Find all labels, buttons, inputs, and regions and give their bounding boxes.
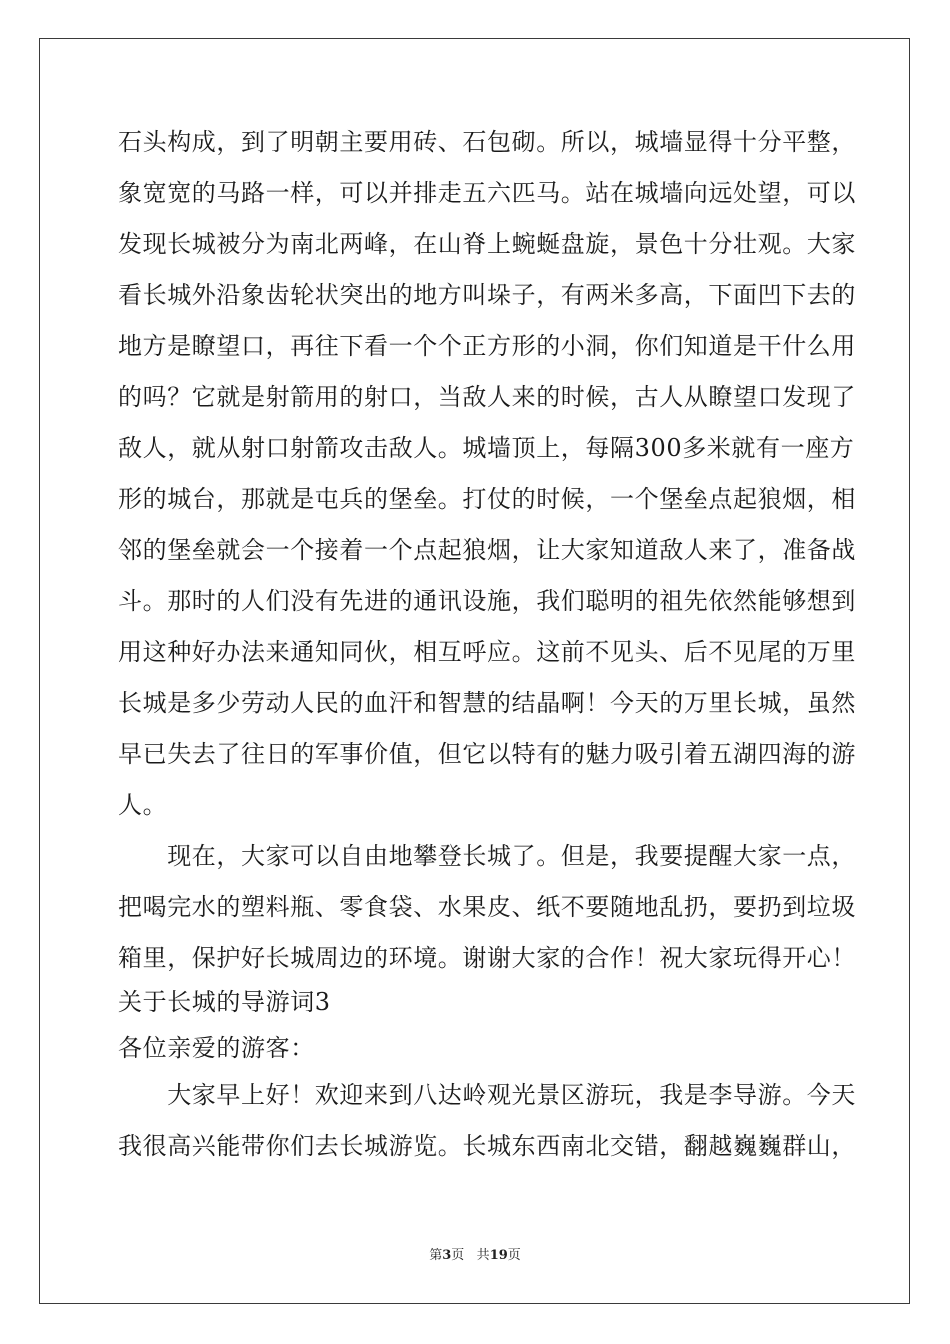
total-prefix: 共: [476, 1248, 490, 1263]
text-line: 发现长城被分为南北两峰，在山脊上蜿蜒盘旋，景色十分壮观。大家: [118, 230, 856, 258]
text-line: 早已失去了往日的军事价值，但它以特有的魅力吸引着五湖四海的游: [118, 740, 856, 768]
text-line: 地方是瞭望口，再往下看一个个正方形的小洞，你们知道是干什么用: [118, 332, 856, 360]
total-page-count: 19: [489, 1248, 508, 1263]
text-line: 敌人，就从射口射箭攻击敌人。城墙顶上，每隔300多米就有一座方: [118, 434, 855, 462]
total-suffix: 页: [507, 1248, 521, 1263]
text-line: 我很高兴能带你们去长城游览。长城东西南北交错，翻越巍巍群山，: [118, 1132, 856, 1160]
greeting-line: 各位亲爱的游客：: [118, 1034, 315, 1062]
text-line: 箱里，保护好长城周边的环境。谢谢大家的合作！祝大家玩得开心！: [118, 944, 856, 972]
page-suffix: 页: [451, 1248, 465, 1263]
text-line: 人。: [118, 791, 168, 819]
current-page-number: 3: [442, 1248, 452, 1263]
text-line: 看长城外沿象齿轮状突出的地方叫垛子，有两米多高，下面凹下去的: [118, 281, 856, 309]
text-line: 邻的堡垒就会一个接着一个点起狼烟，让大家知道敌人来了，准备战: [118, 536, 856, 564]
text-line: 形的城台，那就是屯兵的堡垒。打仗的时候，一个堡垒点起狼烟，相: [118, 485, 856, 513]
text-line: 用这种好办法来通知同伙，相互呼应。这前不见头、后不见尾的万里: [118, 638, 856, 666]
text-line: 象宽宽的马路一样，可以并排走五六匹马。站在城墙向远处望，可以: [118, 179, 856, 207]
page-footer: [0, 1244, 950, 1263]
text-line: 石头构成，到了明朝主要用砖、石包砌。所以，城墙显得十分平整，: [118, 128, 856, 156]
text-line: 的吗？它就是射箭用的射口，当敌人来的时候，古人从瞭望口发现了: [118, 383, 856, 411]
text-line: 现在，大家可以自由地攀登长城了。但是，我要提醒大家一点，: [118, 842, 856, 870]
text-line: 长城是多少劳动人民的血汗和智慧的结晶啊！今天的万里长城，虽然: [118, 689, 856, 717]
text-line: 大家早上好！欢迎来到八达岭观光景区游玩，我是李导游。今天: [118, 1081, 856, 1109]
text-line: 斗。那时的人们没有先进的通讯设施，我们聪明的祖先依然能够想到: [118, 587, 856, 615]
page-prefix: 第: [429, 1248, 443, 1263]
text-line: 把喝完水的塑料瓶、零食袋、水果皮、纸不要随地乱扔，要扔到垃圾: [118, 893, 856, 921]
section-heading: 关于长城的导游词3: [118, 988, 331, 1016]
